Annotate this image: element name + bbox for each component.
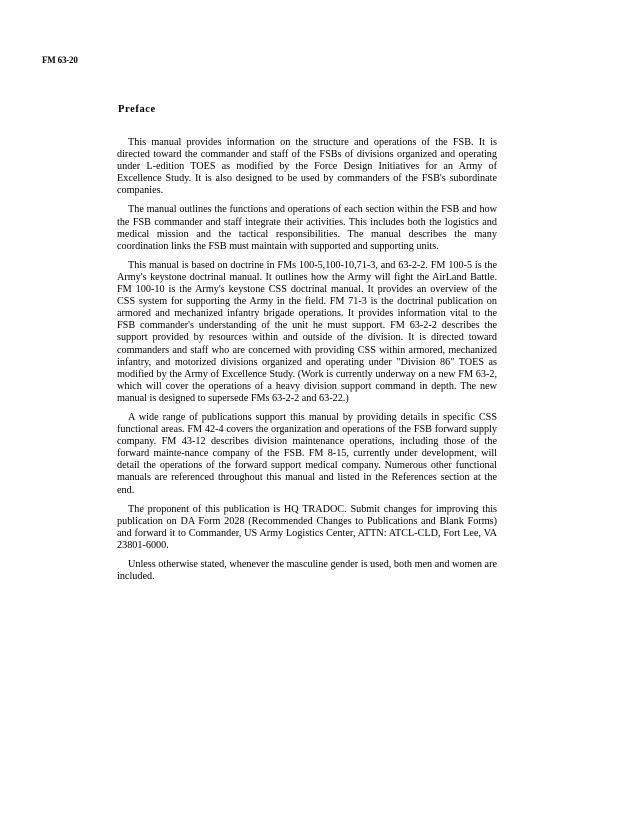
preface-paragraph-purpose: This manual provides information on the structure and operations of the FSB. It is directed toward the commander and staff of the FSBs of divisions organized and operating under L-edition TOES as modified by the Force Design Initiatives for an Army of Excellence Study. It is also designed to be used by commanders of the FSB's subordinate companies. <box>117 137 497 197</box>
preface-section <box>117 104 497 590</box>
manual-code-header: FM 63-20 <box>42 55 78 65</box>
preface-paragraph-gender: Unless otherwise stated, whenever the masculine gender is used, both men and women are included. <box>117 559 497 583</box>
preface-paragraph-proponent: The proponent of this publication is HQ TRADOC. Submit changes for improving this publication on DA Form 2028 (Recommended Changes to Publications and Blank Forms) and forward it to Commander, US Army Logistics Center, ATTN: ATCL-CLD, Fort Lee, VA 23801-6000. <box>117 503 497 551</box>
preface-title: Preface <box>118 104 156 115</box>
preface-paragraph-publications: A wide range of publications support this manual by providing details in specific CSS functional areas. FM 42-4 covers the organization and operations of the FSB forward supply company. FM 43-12 describes division maintenance operations, including those of the forward mainte-nance company of the FSB. FM 8-15, currently under development, will detail the operations of the forward support medical company. Numerous other functional manuals are referenced throughout this manual and listed in the References section at the end. <box>117 411 497 496</box>
preface-paragraph-doctrine: This manual is based on doctrine in FMs 100-5,100-10,71-3, and 63-2-2. FM 100-5 is the Army's keystone doctrinal manual. It outlines how the Army will fight the AirLand Battle. FM 100-10 is the Army's keystone CSS doctrinal manual. It provides an overview of the CSS system for supporting the Army in the field. FM 71-3 is the doctrinal publication on armored and mechanized infantry brigade operations. It provides information vital to the FSB commander's understanding of the unit he must support. FM 63-2-2 describes the support provided by resources within and outside of the division. It is directed toward commanders and staff who are concerned with providing CSS within armored, mechanized infantry, and motorized divisions organized and operating under "Division 86" TOES as modified by the Army of Excellence Study. (Work is currently underway on a new FM 63-2, which will cover the operations of a heavy division support command in depth. The new manual is designed to supersede FMs 63-2-2 and 63-22.) <box>117 259 497 404</box>
preface-paragraph-outline: The manual outlines the functions and operations of each section within the FSB and how the FSB commander and staff integrate their activities. This includes both the logistics and medical mission and the tactical responsibilities. The manual describes the many coordination links the FSB must maintain with supported and supporting units. <box>117 204 497 252</box>
